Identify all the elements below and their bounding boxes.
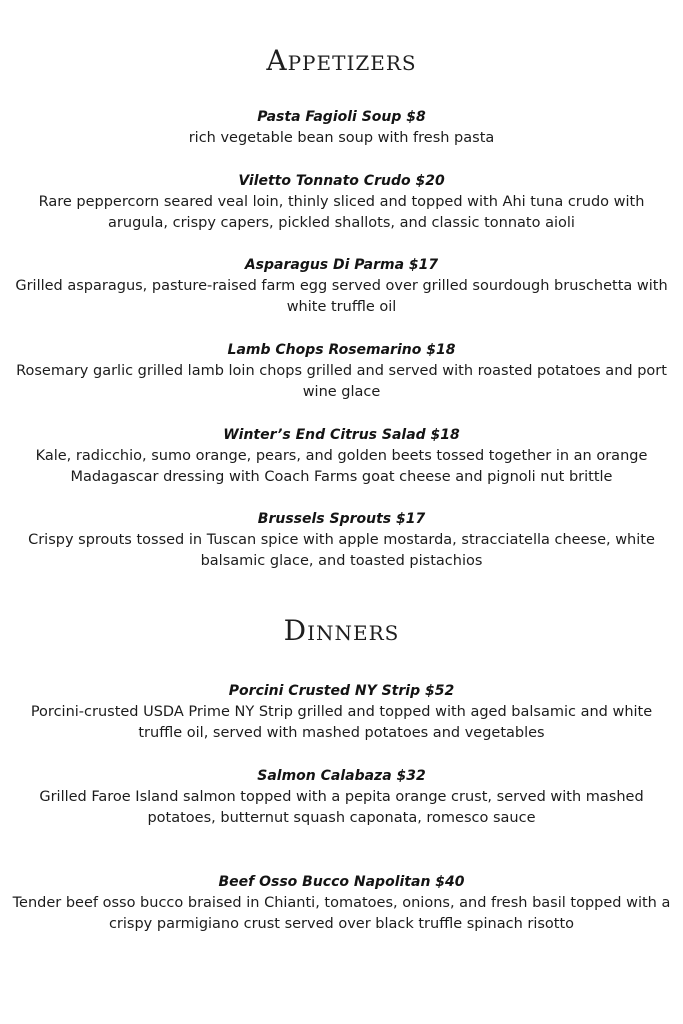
menu-item-name: Salmon Calabaza $32	[257, 768, 426, 784]
menu-item-description: Porcini-crusted USDA Prime NY Strip grilled and topped with aged balsamic and white truffle oil, served with mashed potatoes and vegetables	[30, 704, 653, 741]
menu-item-name: Lamb Chops Rosemarino $18	[227, 342, 456, 358]
menu-item	[4, 765, 679, 829]
menu-item-name: Viletto Tonnato Crudo $20	[238, 173, 445, 189]
menu-item	[4, 254, 679, 318]
menu-item	[4, 680, 679, 744]
menu-item	[4, 424, 679, 488]
menu-item-description: Grilled Faroe Island salmon topped with a pepita orange crust, served with mashed potatoes, butternut squash caponata, romesco sauce	[39, 789, 644, 826]
menu-item-description: Rosemary garlic grilled lamb loin chops grilled and served with roasted potatoes and port wine glace	[16, 363, 667, 400]
menu-item-name: Winter’s End Citrus Salad $18	[223, 427, 460, 443]
menu-item-name: Pasta Fagioli Soup $8	[257, 109, 426, 125]
dinners-heading: Dinners	[283, 614, 400, 647]
menu-item-description: Crispy sprouts tossed in Tuscan spice with apple mostarda, stracciatella cheese, white balsamic glace, and toasted pistachios	[28, 532, 655, 569]
menu-item-name: Beef Osso Bucco Napolitan $40	[218, 874, 465, 890]
menu-item-description: Tender beef osso bucco braised in Chianti, tomatoes, onions, and fresh basil topped with a crispy parmigiano crust served over black truffle spinach risotto	[12, 895, 671, 932]
menu-item	[4, 508, 679, 572]
menu-item-name: Porcini Crusted NY Strip $52	[228, 683, 455, 699]
menu-item-description: Kale, radicchio, sumo orange, pears, and golden beets tossed together in an orange Madagascar dressing with Coach Farms goat cheese and pignoli nut brittle	[35, 448, 648, 485]
menu-item-name: Asparagus Di Parma $17	[244, 257, 439, 273]
menu-item-description: rich vegetable bean soup with fresh pasta	[188, 130, 495, 146]
menu-item	[4, 339, 679, 403]
menu-item-description: Rare peppercorn seared veal loin, thinly sliced and topped with Ahi tuna crudo with arugula, crispy capers, pickled shallots, and classic tonnato aioli	[38, 194, 645, 231]
appetizers-heading: Appetizers	[266, 44, 417, 77]
menu-item	[4, 871, 679, 935]
menu-item	[4, 106, 679, 149]
menu-item-name: Brussels Sprouts $17	[257, 511, 426, 527]
menu-item	[4, 170, 679, 234]
menu-item-description: Grilled asparagus, pasture-raised farm egg served over grilled sourdough bruschetta with white truffle oil	[15, 278, 668, 315]
